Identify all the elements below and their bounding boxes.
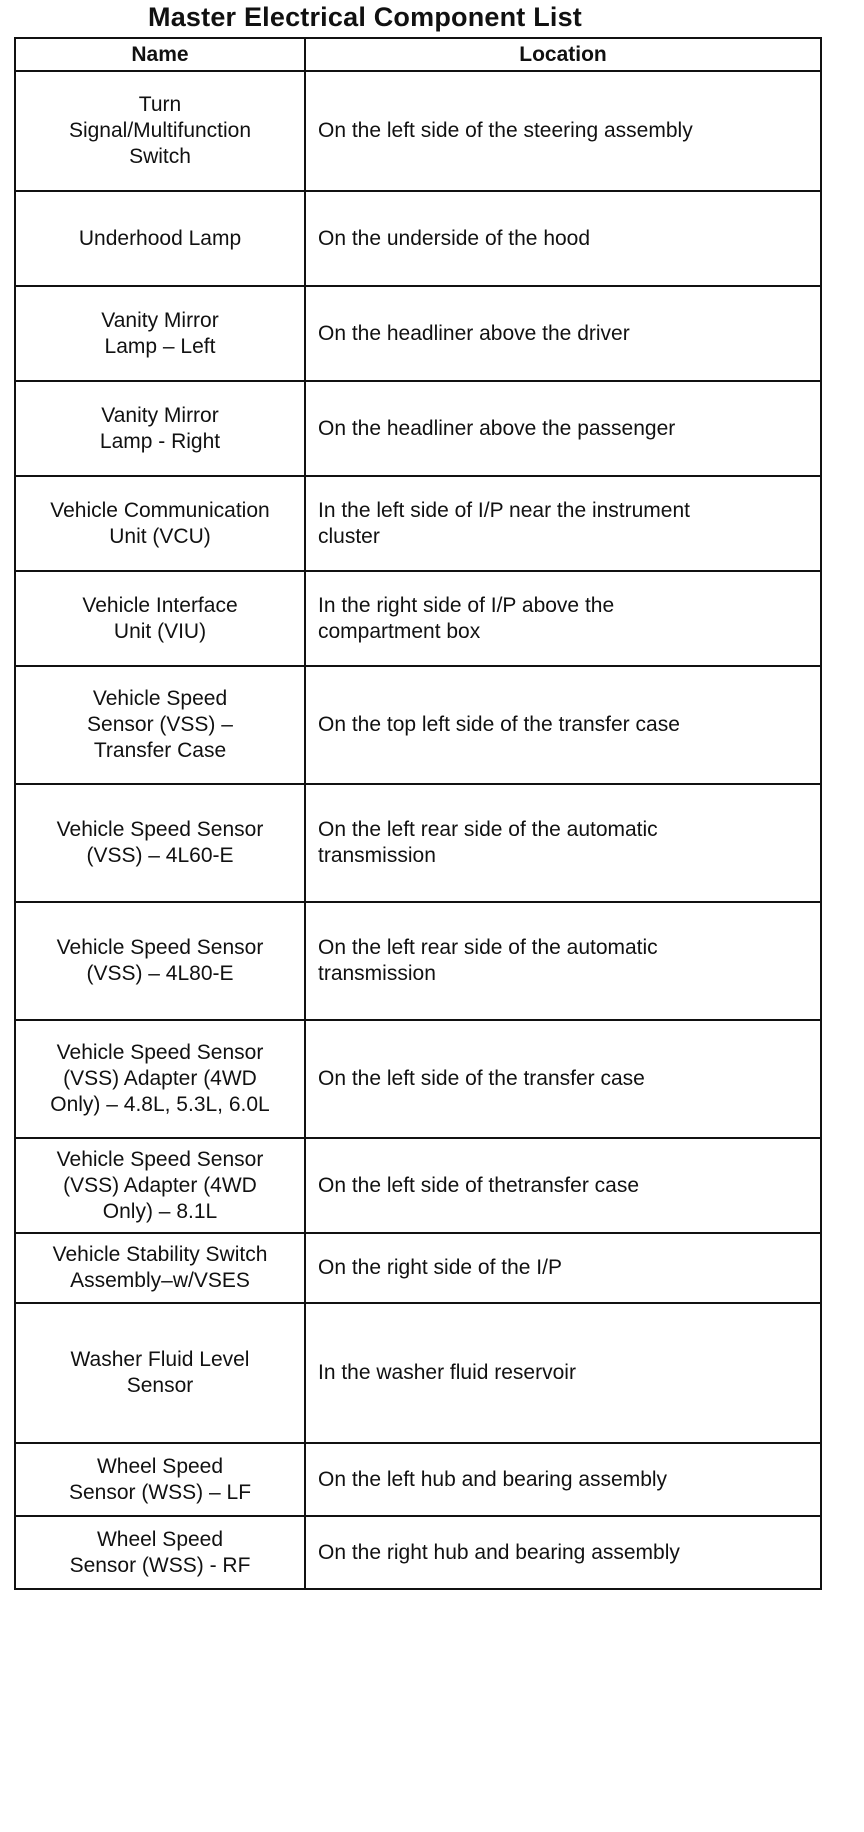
component-location: On the left side of the steering assembly: [305, 71, 821, 191]
component-location: On the headliner above the passenger: [305, 381, 821, 476]
component-name: Wheel Speed Sensor (WSS) – LF: [15, 1443, 305, 1516]
component-name: Washer Fluid Level Sensor: [15, 1303, 305, 1443]
page-title: Master Electrical Component List: [148, 2, 582, 32]
table-row: [15, 902, 821, 1020]
table-row: [15, 571, 821, 666]
component-location: In the left side of I/P near the instrument cluster: [305, 476, 821, 571]
component-table: [14, 37, 822, 1590]
table-row: [15, 1233, 821, 1303]
component-location: On the right hub and bearing assembly: [305, 1516, 821, 1589]
component-name: Vehicle Interface Unit (VIU): [15, 571, 305, 666]
table-row: [15, 666, 821, 784]
component-name: Underhood Lamp: [15, 191, 305, 286]
table-header-row: [15, 38, 821, 71]
component-name: Vehicle Speed Sensor (VSS) Adapter (4WD Only) – 8.1L: [15, 1138, 305, 1233]
component-name: Turn Signal/Multifunction Switch: [15, 71, 305, 191]
component-location: On the underside of the hood: [305, 191, 821, 286]
component-location: On the headliner above the driver: [305, 286, 821, 381]
component-location: On the left rear side of the automatic transmission: [305, 784, 821, 902]
table-row: [15, 286, 821, 381]
table-row: [15, 191, 821, 286]
component-name: Vehicle Speed Sensor (VSS) – Transfer Case: [15, 666, 305, 784]
component-name: Vehicle Speed Sensor (VSS) – 4L80-E: [15, 902, 305, 1020]
component-name: Vehicle Communication Unit (VCU): [15, 476, 305, 571]
component-name: Vehicle Speed Sensor (VSS) – 4L60-E: [15, 784, 305, 902]
table-row: [15, 1303, 821, 1443]
component-location: In the washer fluid reservoir: [305, 1303, 821, 1443]
component-name: Vehicle Stability Switch Assembly–w/VSES: [15, 1233, 305, 1303]
component-location: On the left hub and bearing assembly: [305, 1443, 821, 1516]
table-row: [15, 71, 821, 191]
component-location: On the left side of thetransfer case: [305, 1138, 821, 1233]
table-row: [15, 1516, 821, 1589]
component-location: On the right side of the I/P: [305, 1233, 821, 1303]
component-location: On the top left side of the transfer case: [305, 666, 821, 784]
table-row: [15, 381, 821, 476]
component-location: In the right side of I/P above the compartment box: [305, 571, 821, 666]
table-row: [15, 1443, 821, 1516]
component-name: Vanity Mirror Lamp - Right: [15, 381, 305, 476]
table-row: [15, 784, 821, 902]
component-name: Vehicle Speed Sensor (VSS) Adapter (4WD Only) – 4.8L, 5.3L, 6.0L: [15, 1020, 305, 1138]
component-location: On the left rear side of the automatic transmission: [305, 902, 821, 1020]
component-location: On the left side of the transfer case: [305, 1020, 821, 1138]
table-row: [15, 1020, 821, 1138]
component-name: Wheel Speed Sensor (WSS) - RF: [15, 1516, 305, 1589]
component-name: Vanity Mirror Lamp – Left: [15, 286, 305, 381]
table-row: [15, 1138, 821, 1233]
table-row: [15, 476, 821, 571]
column-header-name: Name: [15, 38, 305, 71]
column-header-location: Location: [305, 38, 821, 71]
